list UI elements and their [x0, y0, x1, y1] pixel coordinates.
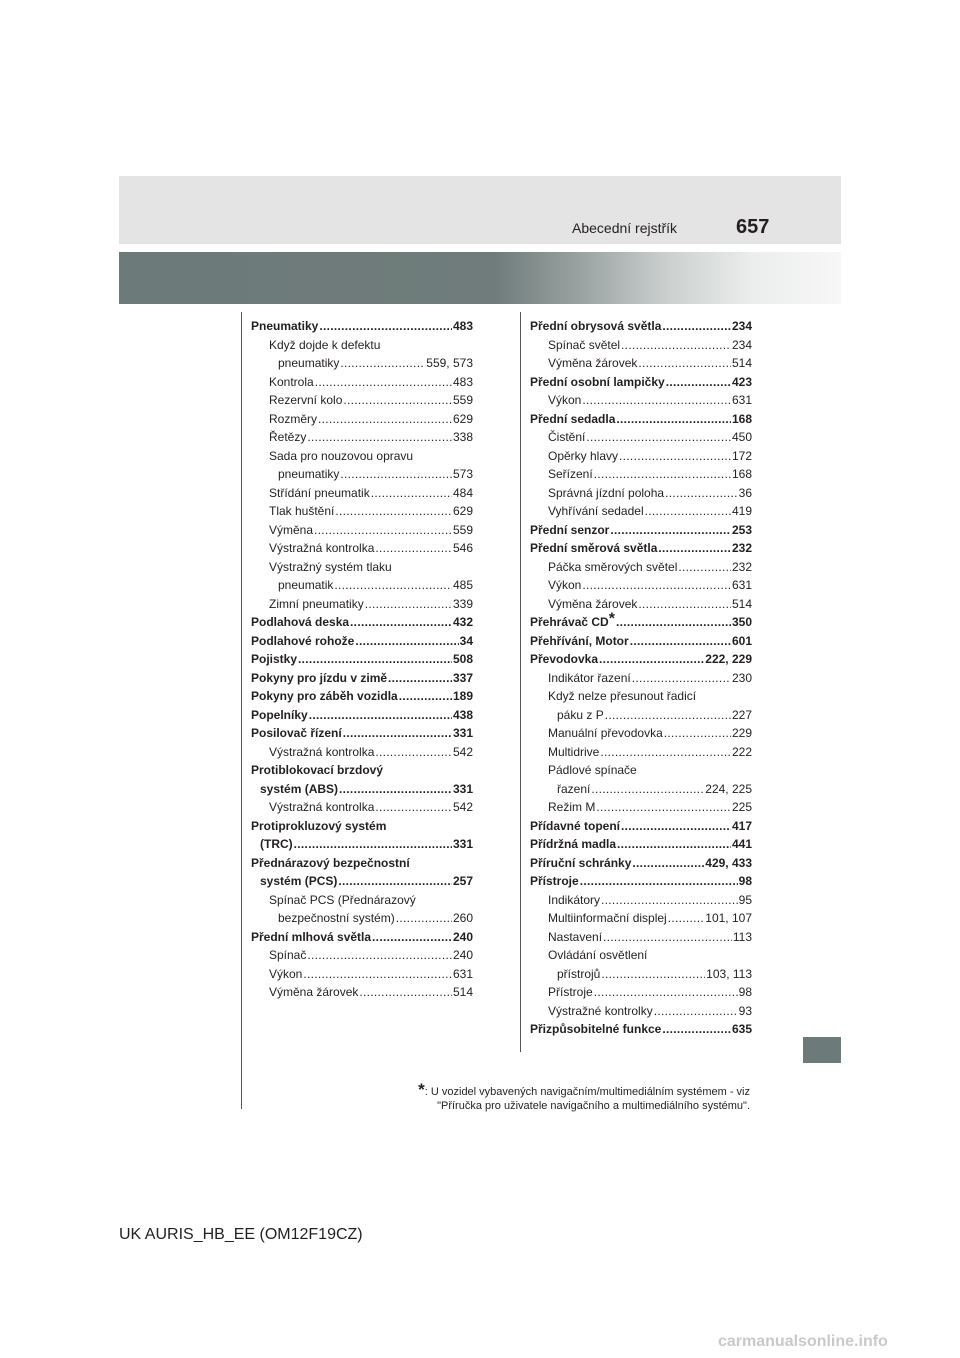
index-entry: Podlahová deska ..... 432	[251, 613, 473, 632]
index-entry: Přední osobní lampičky ..... 423	[530, 373, 752, 392]
index-entry: Příruční schránky ..... 429, 433	[530, 854, 752, 873]
footnote-text-1: : U vozidel vybavených navigačním/multimediálním systémem - viz	[424, 1086, 750, 1098]
document-code: UK AURIS_HB_EE (OM12F19CZ)	[119, 1226, 363, 1243]
index-entry: Pojistky ..... 508	[251, 650, 473, 669]
index-entry: Přídavné topení ..... 417	[530, 817, 752, 836]
index-subentry: Výstražná kontrolka ..... 546	[251, 539, 473, 558]
index-entry: Přehrávač CD* ..... 350	[530, 613, 752, 632]
index-entry: systém (PCS) ..... 257	[251, 872, 473, 891]
index-entry: Přehřívání, Motor ..... 601	[530, 632, 752, 651]
index-subentry: Sada pro nouzovou opravu	[269, 448, 414, 463]
index-subentry: Výměna žárovek ..... 514	[530, 595, 752, 614]
section-tab-marker	[803, 1037, 841, 1063]
index-subentry: Indikátory ..... 95	[530, 891, 752, 910]
index-subentry: Režim M ..... 225	[530, 798, 752, 817]
index-subentry: Výkon ..... 631	[530, 391, 752, 410]
index-entry: Pokyny pro záběh vozidla ..... 189	[251, 687, 473, 706]
index-subentry: Výstražná kontrolka ..... 542	[251, 743, 473, 762]
index-subentry: Nastavení ..... 113	[530, 928, 752, 947]
index-entry: Přední sedadla ..... 168	[530, 410, 752, 429]
index-entry: Přídržná madla ..... 441	[530, 835, 752, 854]
index-entry: Protiprokluzový systém	[251, 818, 387, 833]
footnote-star: *	[418, 1080, 425, 1099]
index-subentry: Pádlové spínače	[548, 763, 637, 777]
index-subentry: Seřízení ..... 168	[530, 465, 752, 484]
index-subentry: Manuální převodovka ..... 229	[530, 724, 752, 743]
index-entry: Přístroje ..... 98	[530, 872, 752, 891]
index-subentry: páku z P ..... 227	[530, 706, 752, 725]
index-subentry: Výměna žárovek ..... 514	[251, 983, 473, 1002]
index-subentry: Ovládání osvětlení	[548, 948, 648, 962]
index-subentry: Výměna ..... 559	[251, 521, 473, 540]
index-entry: Přizpůsobitelné funkce ..... 635	[530, 1020, 752, 1039]
index-column-left	[251, 317, 473, 1002]
index-subentry: přístrojů ..... 103, 113	[530, 965, 752, 984]
footnote-line-1	[300, 1080, 750, 1099]
index-entry: Přední směrová světla ..... 232	[530, 539, 752, 558]
index-entry: Pneumatiky ..... 483	[251, 317, 473, 336]
index-subentry: bezpečnostní systém) ..... 260	[251, 909, 473, 928]
index-entry: systém (ABS) ..... 331	[251, 780, 473, 799]
index-entry: Přednárazový bezpečnostní	[251, 855, 410, 870]
index-subentry: Výstražné kontrolky ..... 93	[530, 1002, 752, 1021]
index-entry: Posilovač řízení ..... 331	[251, 724, 473, 743]
index-subentry: pneumatiky ..... 573	[251, 465, 473, 484]
index-entry: Přední mlhová světla ..... 240	[251, 928, 473, 947]
column-divider	[520, 312, 521, 1052]
page-number: 657	[736, 216, 770, 238]
index-subentry: Výstražný systém tlaku	[269, 559, 392, 574]
index-subentry: Rezervní kolo ..... 559	[251, 391, 473, 410]
index-subentry: Spínač světel ..... 234	[530, 336, 752, 355]
index-subentry: Když dojde k defektu	[269, 337, 381, 352]
index-subentry: Výměna žárovek ..... 514	[530, 354, 752, 373]
index-subentry: Řetězy ..... 338	[251, 428, 473, 447]
index-subentry: Střídání pneumatik ..... 484	[251, 484, 473, 503]
index-entry-text: Přehrávač CD	[530, 615, 609, 629]
index-subentry: Vyhřívání sedadel ..... 419	[530, 502, 752, 521]
index-subentry: Správná jízdní poloha ..... 36	[530, 484, 752, 503]
index-subentry: Výstražná kontrolka ..... 542	[251, 798, 473, 817]
index-subentry: Když nelze přesunout řadicí	[548, 689, 697, 703]
index-subentry: Výkon ..... 631	[251, 965, 473, 984]
footnote-marker: *	[608, 610, 615, 628]
index-entry: Pokyny pro jízdu v zimě ..... 337	[251, 669, 473, 688]
header-title: Abecední rejstřík	[572, 220, 678, 236]
index-entry: Přední senzor ..... 253	[530, 521, 752, 540]
index-subentry: Čistění ..... 450	[530, 428, 752, 447]
index-subentry: Multiinformační displej ..... 101, 107	[530, 909, 752, 928]
header-bar	[119, 176, 841, 244]
index-subentry: pneumatik ..... 485	[251, 576, 473, 595]
footnote	[300, 1080, 750, 1113]
index-subentry: Zimní pneumatiky ..... 339	[251, 595, 473, 614]
index-column-right	[530, 317, 752, 1039]
index-subentry: Tlak huštění ..... 629	[251, 502, 473, 521]
index-subentry: Výkon ..... 631	[530, 576, 752, 595]
index-entry: Popelníky ..... 438	[251, 706, 473, 725]
footnote-line-2: "Příručka pro uživatele navigačního a multimediálního systému".	[437, 1100, 750, 1112]
index-subentry: Indikátor řazení ..... 230	[530, 669, 752, 688]
index-subentry: řazení ..... 224, 225	[530, 780, 752, 799]
watermark: carmanualsonline.info	[718, 1333, 888, 1350]
index-entry: Převodovka ..... 222, 229	[530, 650, 752, 669]
decorative-band	[119, 252, 841, 304]
index-entry: Podlahové rohože ..... 34	[251, 632, 473, 651]
index-subentry: Spínač PCS (Přednárazový	[269, 892, 416, 907]
index-subentry: pneumatiky ..... 559, 573	[251, 354, 473, 373]
index-subentry: Multidrive ..... 222	[530, 743, 752, 762]
index-entry: Přední obrysová světla ..... 234	[530, 317, 752, 336]
index-subentry: Kontrola ..... 483	[251, 373, 473, 392]
index-subentry: Přístroje ..... 98	[530, 983, 752, 1002]
index-subentry: Opěrky hlavy ..... 172	[530, 447, 752, 466]
left-rule	[241, 312, 242, 1109]
index-entry: (TRC) ..... 331	[251, 835, 473, 854]
index-subentry: Spínač ..... 240	[251, 946, 473, 965]
index-subentry: Rozměry ..... 629	[251, 410, 473, 429]
index-entry: Protiblokovací brzdový	[251, 763, 384, 777]
index-subentry: Páčka směrových světel ..... 232	[530, 558, 752, 577]
